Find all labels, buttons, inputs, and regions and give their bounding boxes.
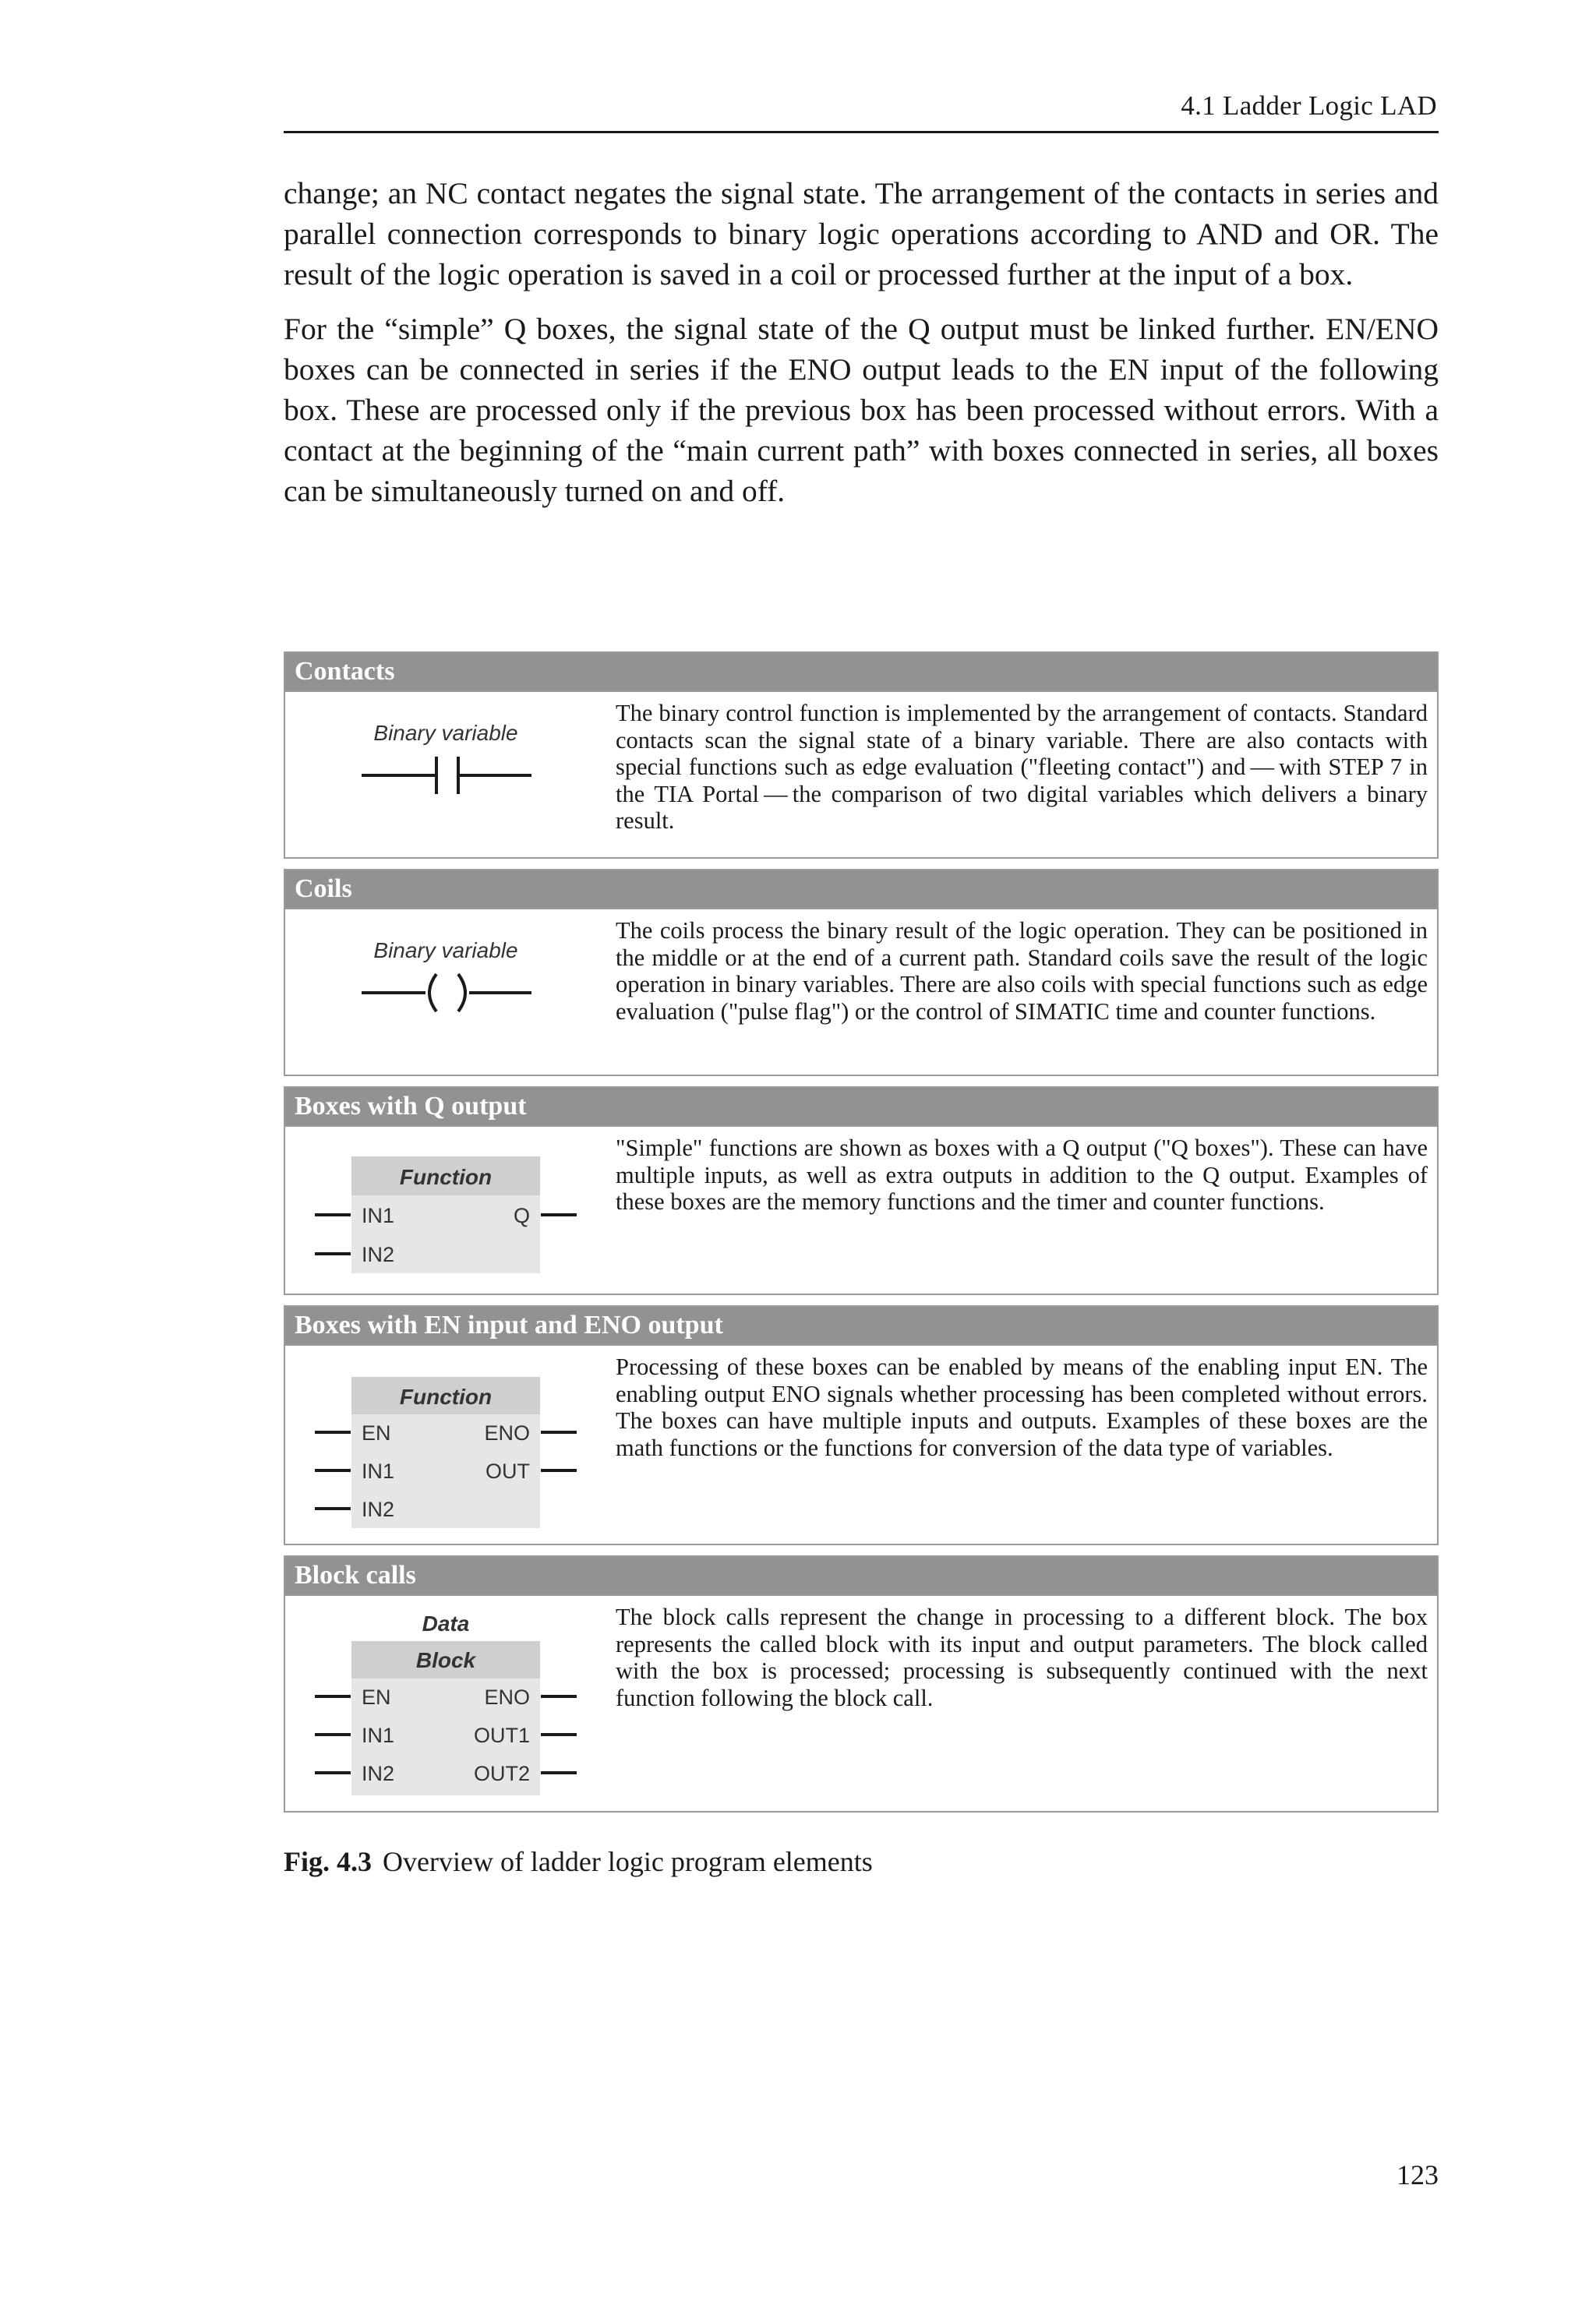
section-block-calls [284,1555,1439,1813]
box-title-block: Block [415,1648,476,1672]
section-title: Boxes with EN input and ENO output [285,1307,1437,1346]
output-label-out: OUT [486,1460,530,1483]
figure-ladder-elements [284,651,1439,1823]
section-coils [284,869,1439,1076]
section-en-eno-boxes [284,1305,1439,1545]
section-title: Block calls [285,1557,1437,1596]
input-label-en: EN [362,1421,391,1445]
running-header [284,86,1439,133]
input-label-en: EN [362,1686,391,1709]
output-label-eno: ENO [484,1686,530,1709]
binary-variable-label: Binary variable [373,938,518,962]
input-label-in2: IN2 [362,1243,395,1266]
block-call-diagram [285,1596,613,1811]
input-label-in2: IN2 [362,1762,395,1785]
section-description: The coils process the binary result of the logic operation. They can be positioned in the middle or at the end of a current path. Standard coils save the result of the logic operation in binary variables. There are also coils with special functions such as edge evaluation ("pulse flag") or the control of SIMATIC time and counter functions. [616,917,1428,1025]
input-label-in2: IN2 [362,1498,395,1521]
section-description: "Simple" functions are shown as boxes with a Q output ("Q boxes"). These can have multiple inputs, as well as extra outputs in addition to the Q output. Examples of these boxes are the memory functions and the timer and counter functions. [616,1135,1428,1215]
no-contact-symbol [362,757,531,794]
coil-symbol [362,974,531,1011]
section-contacts [284,651,1439,859]
section-title: Contacts [285,653,1437,692]
page-number: 123 [1396,2159,1439,2190]
section-q-boxes [284,1086,1439,1295]
input-label-in1: IN1 [362,1724,395,1747]
section-title: Coils [285,870,1437,909]
coil-diagram [285,909,613,1075]
figure-caption [284,1845,873,1878]
body-text [284,173,1439,525]
output-label-q: Q [513,1204,530,1227]
box-title: Function [399,1165,493,1189]
running-header-text: 4.1 Ladder Logic LAD [1181,90,1437,121]
body-paragraph-1: change; an NC contact negates the signal state. The arrangement of the contacts in series and parallel connection corresponds to binary logic operations according to AND and OR. The result of the logic operation is saved in a coil or processed further at the input of a box. [284,176,1439,291]
figure-caption-text: Overview of ladder logic program elements [383,1846,873,1877]
figure-number: Fig. 4.3 [284,1846,372,1877]
box-title: Function [399,1385,493,1409]
input-label-in1: IN1 [362,1204,395,1227]
output-label-out1: OUT1 [473,1724,530,1747]
output-label-eno: ENO [484,1421,530,1445]
binary-variable-label: Binary variable [373,721,518,745]
section-title: Boxes with Q output [285,1088,1437,1127]
section-description: The block calls represent the change in processing to a different block. The box represents the called block with its input and output parameters. The block called with the box is processed; processing is subsequently continued with the next function following the block call. [616,1604,1428,1711]
output-label-out2: OUT2 [473,1762,530,1785]
body-paragraph-2: For the “simple” Q boxes, the signal state of the Q output must be linked further. EN/ENO boxes can be connected in series if the ENO output leads to the EN input of the following box. These are processed only if the previous box has been processed without errors. With a contact at the beginning of the “main current path” with boxes connected in series, all boxes can be simultaneously turned on and off. [284,312,1439,508]
section-description: Processing of these boxes can be enabled by means of the enabling input EN. The enabling output ENO signals whether processing has been completed without errors. The boxes can have multiple inputs and outputs. Examples of these boxes are the math functions or the functions for conversion of the data type of variables. [616,1354,1428,1461]
input-label-in1: IN1 [362,1460,395,1483]
contact-diagram [285,692,613,857]
section-description: The binary control function is implemented by the arrangement of contacts. Standard contacts scan the signal state of a binary variable. There are also contacts with special functions such as edge evaluation ("fleeting contact") and — with STEP 7 in the TIA Portal — the comparison of two digital variables which delivers a binary result. [616,700,1428,834]
box-title-data: Data [422,1611,470,1636]
en-eno-box-diagram [285,1346,613,1544]
q-box-diagram [285,1127,613,1294]
